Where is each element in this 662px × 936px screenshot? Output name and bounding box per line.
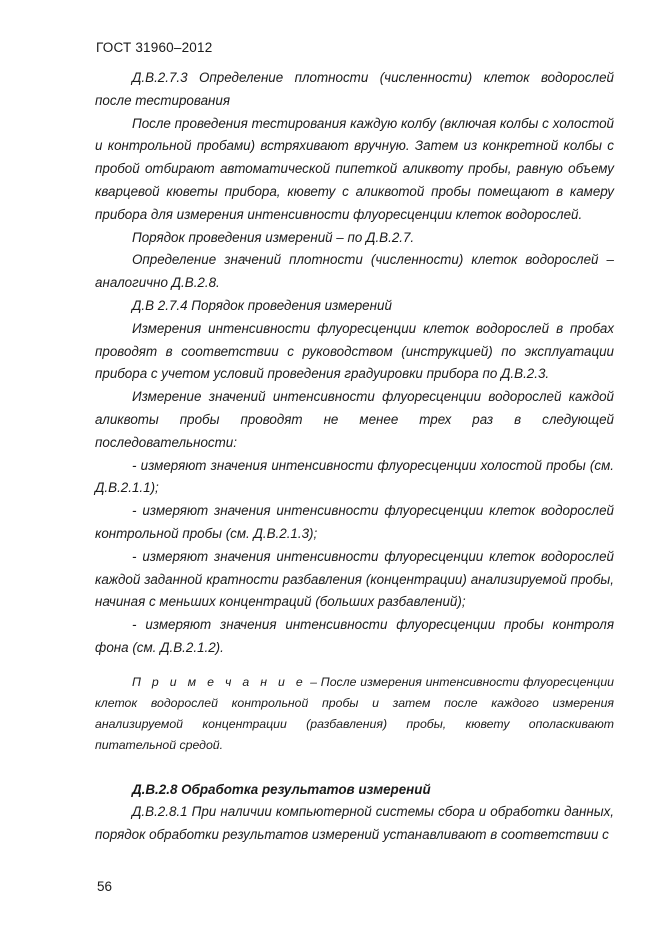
- subsection-title-d-v-2-7-3: Д.В.2.7.3 Определение плотности (численности) клеток водорослей после тестирования: [95, 70, 614, 108]
- document-header: ГОСТ 31960–2012: [96, 40, 213, 55]
- list-item-dilutions: - измеряют значения интенсивности флуоресценции клеток водорослей каждой заданной кратности разбавления (концентрации) анализируемой пробы, начиная с меньших концентраций (больших разбавлений);: [95, 548, 614, 610]
- list-item-background-control: - измеряют значения интенсивности флуоресценции пробы контроля фона (см. Д.В.2.1.2).: [95, 617, 614, 655]
- note-text: – После измерения интенсивности флуоресценции клеток водорослей контрольной пробы и затем после каждого измерения анализируемой концентрации (разбавления) пробы, кювету ополаскивают питательной средой.: [95, 674, 614, 753]
- section-heading-d-v-2-8: Д.В.2.8 Обработка результатов измерений: [132, 781, 431, 797]
- paragraph-density-determination: Определение значений плотности (численности) клеток водорослей – аналогично Д.В.2.8.: [95, 252, 614, 291]
- note-label: П р и м е ч а н и е: [132, 674, 307, 689]
- document-body: [95, 67, 614, 847]
- note-block: [95, 672, 614, 757]
- paragraph-measurement-order-ref: Порядок проведения измерений – по Д.В.2.7.: [132, 229, 415, 245]
- subsection-title-d-v-2-7-4: Д.В 2.7.4 Порядок проведения измерений: [132, 297, 392, 313]
- list-item-blank-sample: - измеряют значения интенсивности флуоресценции холостой пробы (см. Д.В.2.1.1);: [95, 457, 614, 496]
- list-item-control-sample: - измеряют значения интенсивности флуоресценции клеток водорослей контрольной пробы (см. Д.В.2.1.3);: [95, 503, 614, 541]
- page-number: 56: [97, 879, 113, 894]
- paragraph-fluorescence-measurement: Измерения интенсивности флуоресценции клеток водорослей в пробах проводят в соответствии с руководством (инструкцией) по эксплуатации прибора с учетом условий проведения градуировки прибора по Д.В.2.3.: [95, 320, 614, 382]
- paragraph-d-v-2-8-1: Д.В.2.8.1 При наличии компьютерной системы сбора и обработки данных, порядок обработки результатов измерений устанавливают в соответствии с: [95, 804, 614, 843]
- paragraph-measurement-sequence-intro: Измерение значений интенсивности флуоресценции водорослей каждой аликвоты пробы проводят не менее трех раз в следующей последовательности:: [95, 389, 614, 450]
- paragraph-testing-procedure: После проведения тестирования каждую колбу (включая колбы с холостой и контрольной пробами) встряхивают вручную. Затем из конкретной колбы с пробой отбирают автоматической пипеткой аликвоту пробы, равную объему кварцевой кюветы прибора, кювету с аликвотой пробы помещают в камеру прибора для измерения интенсивности флуоресценции клеток водорослей.: [95, 115, 614, 222]
